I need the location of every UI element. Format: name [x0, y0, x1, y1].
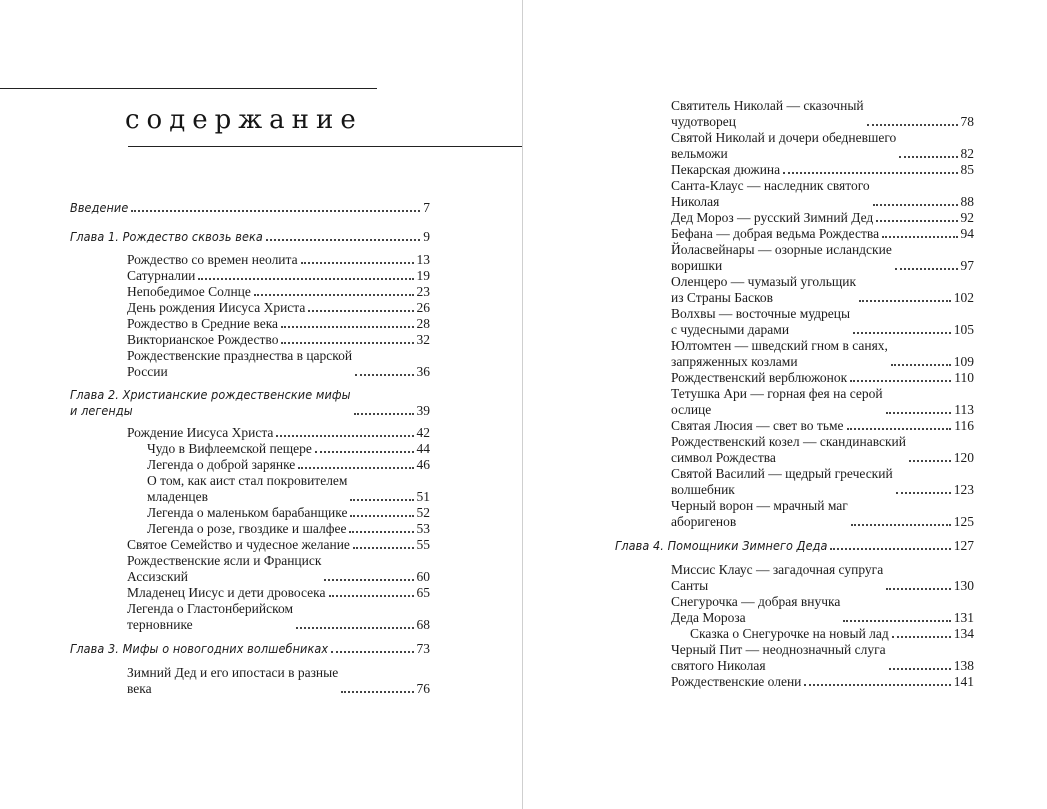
dot-leader: [353, 547, 414, 549]
toc-entry: [127, 553, 430, 585]
toc-entry: [671, 386, 974, 418]
toc-entry-title: Санта-Клаус — наследник святого Николая: [671, 178, 870, 209]
dot-leader: [867, 124, 958, 126]
toc-entry-title: Черный Пит — неоднозначный слуга святого Николая: [671, 642, 886, 673]
toc-entry-title: Черный ворон — мрачный маг аборигенов: [671, 498, 848, 529]
toc-page-number: 120: [953, 450, 974, 465]
dot-leader: [851, 524, 951, 526]
toc-entry-title: Миссис Клаус — загадочная супруга Санты: [671, 562, 884, 593]
toc-page-number: 68: [416, 617, 430, 632]
dot-leader: [298, 467, 413, 469]
toc-page-number: 76: [416, 681, 430, 696]
dot-leader: [895, 268, 958, 270]
toc-entry-title: Легенда о доброй зарянке: [147, 457, 296, 472]
title-rule-top: [0, 88, 377, 89]
toc-page-number: 36: [416, 364, 430, 379]
toc-page-number: 105: [953, 322, 974, 337]
toc-entry: [147, 473, 430, 505]
toc-entry-title: Зимний Дед и его ипостаси в разные века: [127, 665, 339, 696]
toc-entry-title: Волхвы — восточные мудрецы с чудесными дарами: [671, 306, 851, 337]
dot-leader: [350, 499, 413, 501]
toc-entry: [127, 300, 430, 316]
dot-leader: [354, 413, 414, 415]
dot-leader: [889, 668, 951, 670]
toc-entry: [127, 332, 430, 348]
dot-leader: [281, 326, 413, 328]
toc-entry: [127, 665, 430, 697]
toc-entry-title: Святой Василий — щедрый греческий волшебник: [671, 466, 893, 497]
title-rule-bottom: [128, 146, 523, 147]
toc-page-number: 130: [953, 578, 974, 593]
toc-entry-title: Рождество со времен неолита: [127, 252, 298, 267]
toc-entry: [671, 210, 974, 226]
toc-page-number: 28: [416, 316, 430, 331]
dot-leader: [882, 236, 957, 238]
toc-entry-title: Святая Люсия — свет во тьме: [671, 418, 844, 433]
toc-entry-title: Введение: [70, 200, 129, 215]
toc-entry-title: Рождественский верблюжонок: [671, 370, 848, 385]
dot-leader: [876, 220, 957, 222]
toc-page-number: 123: [953, 482, 974, 497]
dot-leader: [853, 332, 951, 334]
toc-entry: [671, 130, 974, 162]
dot-leader: [301, 262, 414, 264]
toc-entry: [690, 626, 974, 642]
toc-page-number: 134: [953, 626, 974, 641]
toc-entry-title: Оленцеро — чумазый угольщик из Страны Басков: [671, 274, 857, 305]
toc-entry-title: Святое Семейство и чудесное желание: [127, 537, 350, 552]
toc-entry-title: Рождество в Средние века: [127, 316, 279, 331]
toc-entry: [671, 434, 974, 466]
toc-entry-title: Глава 3. Мифы о новогодних волшебниках: [70, 641, 329, 656]
toc-entry: [127, 316, 430, 332]
toc-entry-title: Святой Николай и дочери обедневшего вельможи: [671, 130, 897, 161]
toc-entry: [671, 498, 974, 530]
toc-page-number: 141: [953, 674, 974, 689]
toc-entry-title: Викторианское Рождество: [127, 332, 279, 347]
dot-leader: [254, 294, 414, 296]
toc-page-number: 88: [960, 194, 974, 209]
toc-page-number: 109: [953, 354, 974, 369]
toc-entry-title: Рождественские празднества в царской России: [127, 348, 353, 379]
toc-entry-title: Святитель Николай — сказочный чудотворец: [671, 98, 864, 129]
dot-leader: [349, 531, 413, 533]
toc-entry: [147, 505, 430, 521]
dot-leader: [324, 579, 413, 581]
toc-list-right: [615, 98, 974, 690]
toc-entry-title: Сказка о Снегурочке на новый лад: [690, 626, 889, 641]
right-page: [523, 0, 1047, 809]
toc-entry-title: Непобедимое Солнце: [127, 284, 251, 299]
toc-chapter-entry: [70, 387, 430, 419]
dot-leader: [266, 239, 420, 241]
dot-leader: [896, 492, 951, 494]
dot-leader: [341, 691, 413, 693]
dot-leader: [899, 156, 957, 158]
toc-entry-title: Рождение Иисуса Христа: [127, 425, 274, 440]
toc-entry-title: Глава 1. Рождество сквозь века: [70, 229, 263, 244]
dot-leader: [331, 651, 413, 653]
toc-page-number: 60: [416, 569, 430, 584]
toc-page-number: 82: [960, 146, 974, 161]
toc-entry-title: Легенда о маленьком барабанщике: [147, 505, 348, 520]
dot-leader: [909, 460, 951, 462]
toc-entry-title: Рождественский козел — скандинавский символ Рождества: [671, 434, 906, 465]
toc-entry: [671, 418, 974, 434]
toc-entry: [147, 521, 430, 537]
toc-entry-title: Тетушка Ари — горная фея на серой ослице: [671, 386, 883, 417]
dot-leader: [859, 300, 951, 302]
dot-leader: [281, 342, 413, 344]
toc-entry: [127, 537, 430, 553]
page-title: содержание: [125, 105, 363, 135]
dot-leader: [891, 364, 951, 366]
toc-entry: [127, 601, 430, 633]
toc-page-number: 9: [423, 229, 430, 244]
toc-entry-title: Юлтомтен — шведский гном в санях, запряженных козлами: [671, 338, 888, 369]
toc-entry-title: Бефана — добрая ведьма Рождества: [671, 226, 880, 241]
toc-page-number: 85: [960, 162, 974, 177]
toc-entry: [671, 562, 974, 594]
toc-entry: [127, 284, 430, 300]
toc-page-number: 125: [953, 514, 974, 529]
dot-leader: [315, 451, 414, 453]
toc-entry: [671, 306, 974, 338]
toc-page-number: 97: [960, 258, 974, 273]
dot-leader: [131, 210, 420, 212]
toc-entry-title: День рождения Иисуса Христа: [127, 300, 306, 315]
toc-page-number: 110: [954, 370, 974, 385]
toc-page-number: 7: [423, 200, 430, 215]
dot-leader: [892, 636, 951, 638]
dot-leader: [886, 412, 952, 414]
toc-entry: [671, 594, 974, 626]
toc-page-number: 23: [416, 284, 430, 299]
dot-leader: [847, 428, 952, 430]
toc-page-number: 92: [960, 210, 974, 225]
toc-entry: [147, 457, 430, 473]
toc-entry: [671, 178, 974, 210]
toc-page-number: 32: [416, 332, 430, 347]
toc-page-number: 127: [953, 538, 974, 553]
toc-entry: [127, 585, 430, 601]
toc-entry-title: Сатурналии: [127, 268, 196, 283]
dot-leader: [886, 588, 951, 590]
toc-page-number: 53: [416, 521, 430, 536]
toc-list-left: [70, 200, 430, 697]
toc-page-number: 42: [416, 425, 430, 440]
dot-leader: [329, 595, 414, 597]
dot-leader: [308, 310, 413, 312]
toc-entry: [127, 348, 430, 380]
toc-entry: [671, 466, 974, 498]
dot-leader: [296, 627, 414, 629]
toc-chapter-entry: [70, 200, 430, 216]
toc-entry-title: Чудо в Вифлеемской пещере: [147, 441, 312, 456]
toc-entry-title: Легенда о розе, гвоздике и шалфее: [147, 521, 347, 536]
toc-page-number: 39: [416, 403, 430, 418]
toc-page-number: 65: [416, 585, 430, 600]
toc-entry-title: О том, как аист стал покровителем младенцев: [147, 473, 348, 504]
toc-entry: [671, 98, 974, 130]
toc-entry: [671, 338, 974, 370]
dot-leader: [276, 435, 413, 437]
toc-entry-title: Глава 2. Христианские рождественские мифы и легенды: [70, 387, 351, 418]
toc-page-number: 138: [953, 658, 974, 673]
toc-page-number: 113: [954, 402, 974, 417]
toc-entry-title: Рождественские олени: [671, 674, 802, 689]
dot-leader: [830, 548, 950, 550]
toc-page-number: 19: [416, 268, 430, 283]
toc-entry-title: Легенда о Гластонберийском терновнике: [127, 601, 293, 632]
toc-chapter-entry: [615, 538, 974, 554]
toc-page-number: 55: [416, 537, 430, 552]
toc-entry: [671, 370, 974, 386]
toc-entry: [147, 441, 430, 457]
toc-page-number: 94: [960, 226, 974, 241]
toc-page-number: 116: [954, 418, 974, 433]
toc-page-number: 102: [953, 290, 974, 305]
toc-page-number: 13: [416, 252, 430, 267]
toc-entry: [671, 162, 974, 178]
toc-entry: [127, 425, 430, 441]
dot-leader: [355, 374, 413, 376]
toc-entry-title: Рождественские ясли и Франциск Ассизский: [127, 553, 322, 584]
dot-leader: [783, 172, 957, 174]
toc-entry-title: Глава 4. Помощники Зимнего Деда: [615, 538, 828, 553]
toc-page-number: 46: [416, 457, 430, 472]
toc-chapter-entry: [70, 641, 430, 657]
toc-entry-title: Снегурочка — добрая внучка Деда Мороза: [671, 594, 841, 625]
toc-page-number: 26: [416, 300, 430, 315]
toc-page-number: 52: [416, 505, 430, 520]
toc-entry-title: Дед Мороз — русский Зимний Дед: [671, 210, 874, 225]
left-page: [0, 0, 523, 809]
toc-page-number: 51: [416, 489, 430, 504]
toc-entry-title: Младенец Иисус и дети дровосека: [127, 585, 326, 600]
dot-leader: [873, 204, 958, 206]
toc-page-number: 73: [416, 641, 430, 656]
dot-leader: [843, 620, 950, 622]
toc-entry-title: Пекарская дюжина: [671, 162, 781, 177]
toc-page-number: 44: [416, 441, 430, 456]
toc-entry: [127, 252, 430, 268]
toc-entry: [127, 268, 430, 284]
dot-leader: [350, 515, 413, 517]
toc-chapter-entry: [70, 229, 430, 245]
toc-entry: [671, 226, 974, 242]
toc-page-number: 131: [953, 610, 974, 625]
dot-leader: [198, 278, 413, 280]
toc-entry: [671, 674, 974, 690]
toc-entry: [671, 242, 974, 274]
dot-leader: [850, 380, 951, 382]
toc-entry: [671, 274, 974, 306]
toc-entry: [671, 642, 974, 674]
toc-page-number: 78: [960, 114, 974, 129]
dot-leader: [804, 684, 950, 686]
toc-entry-title: Йоласвейнары — озорные исландские воришки: [671, 242, 892, 273]
